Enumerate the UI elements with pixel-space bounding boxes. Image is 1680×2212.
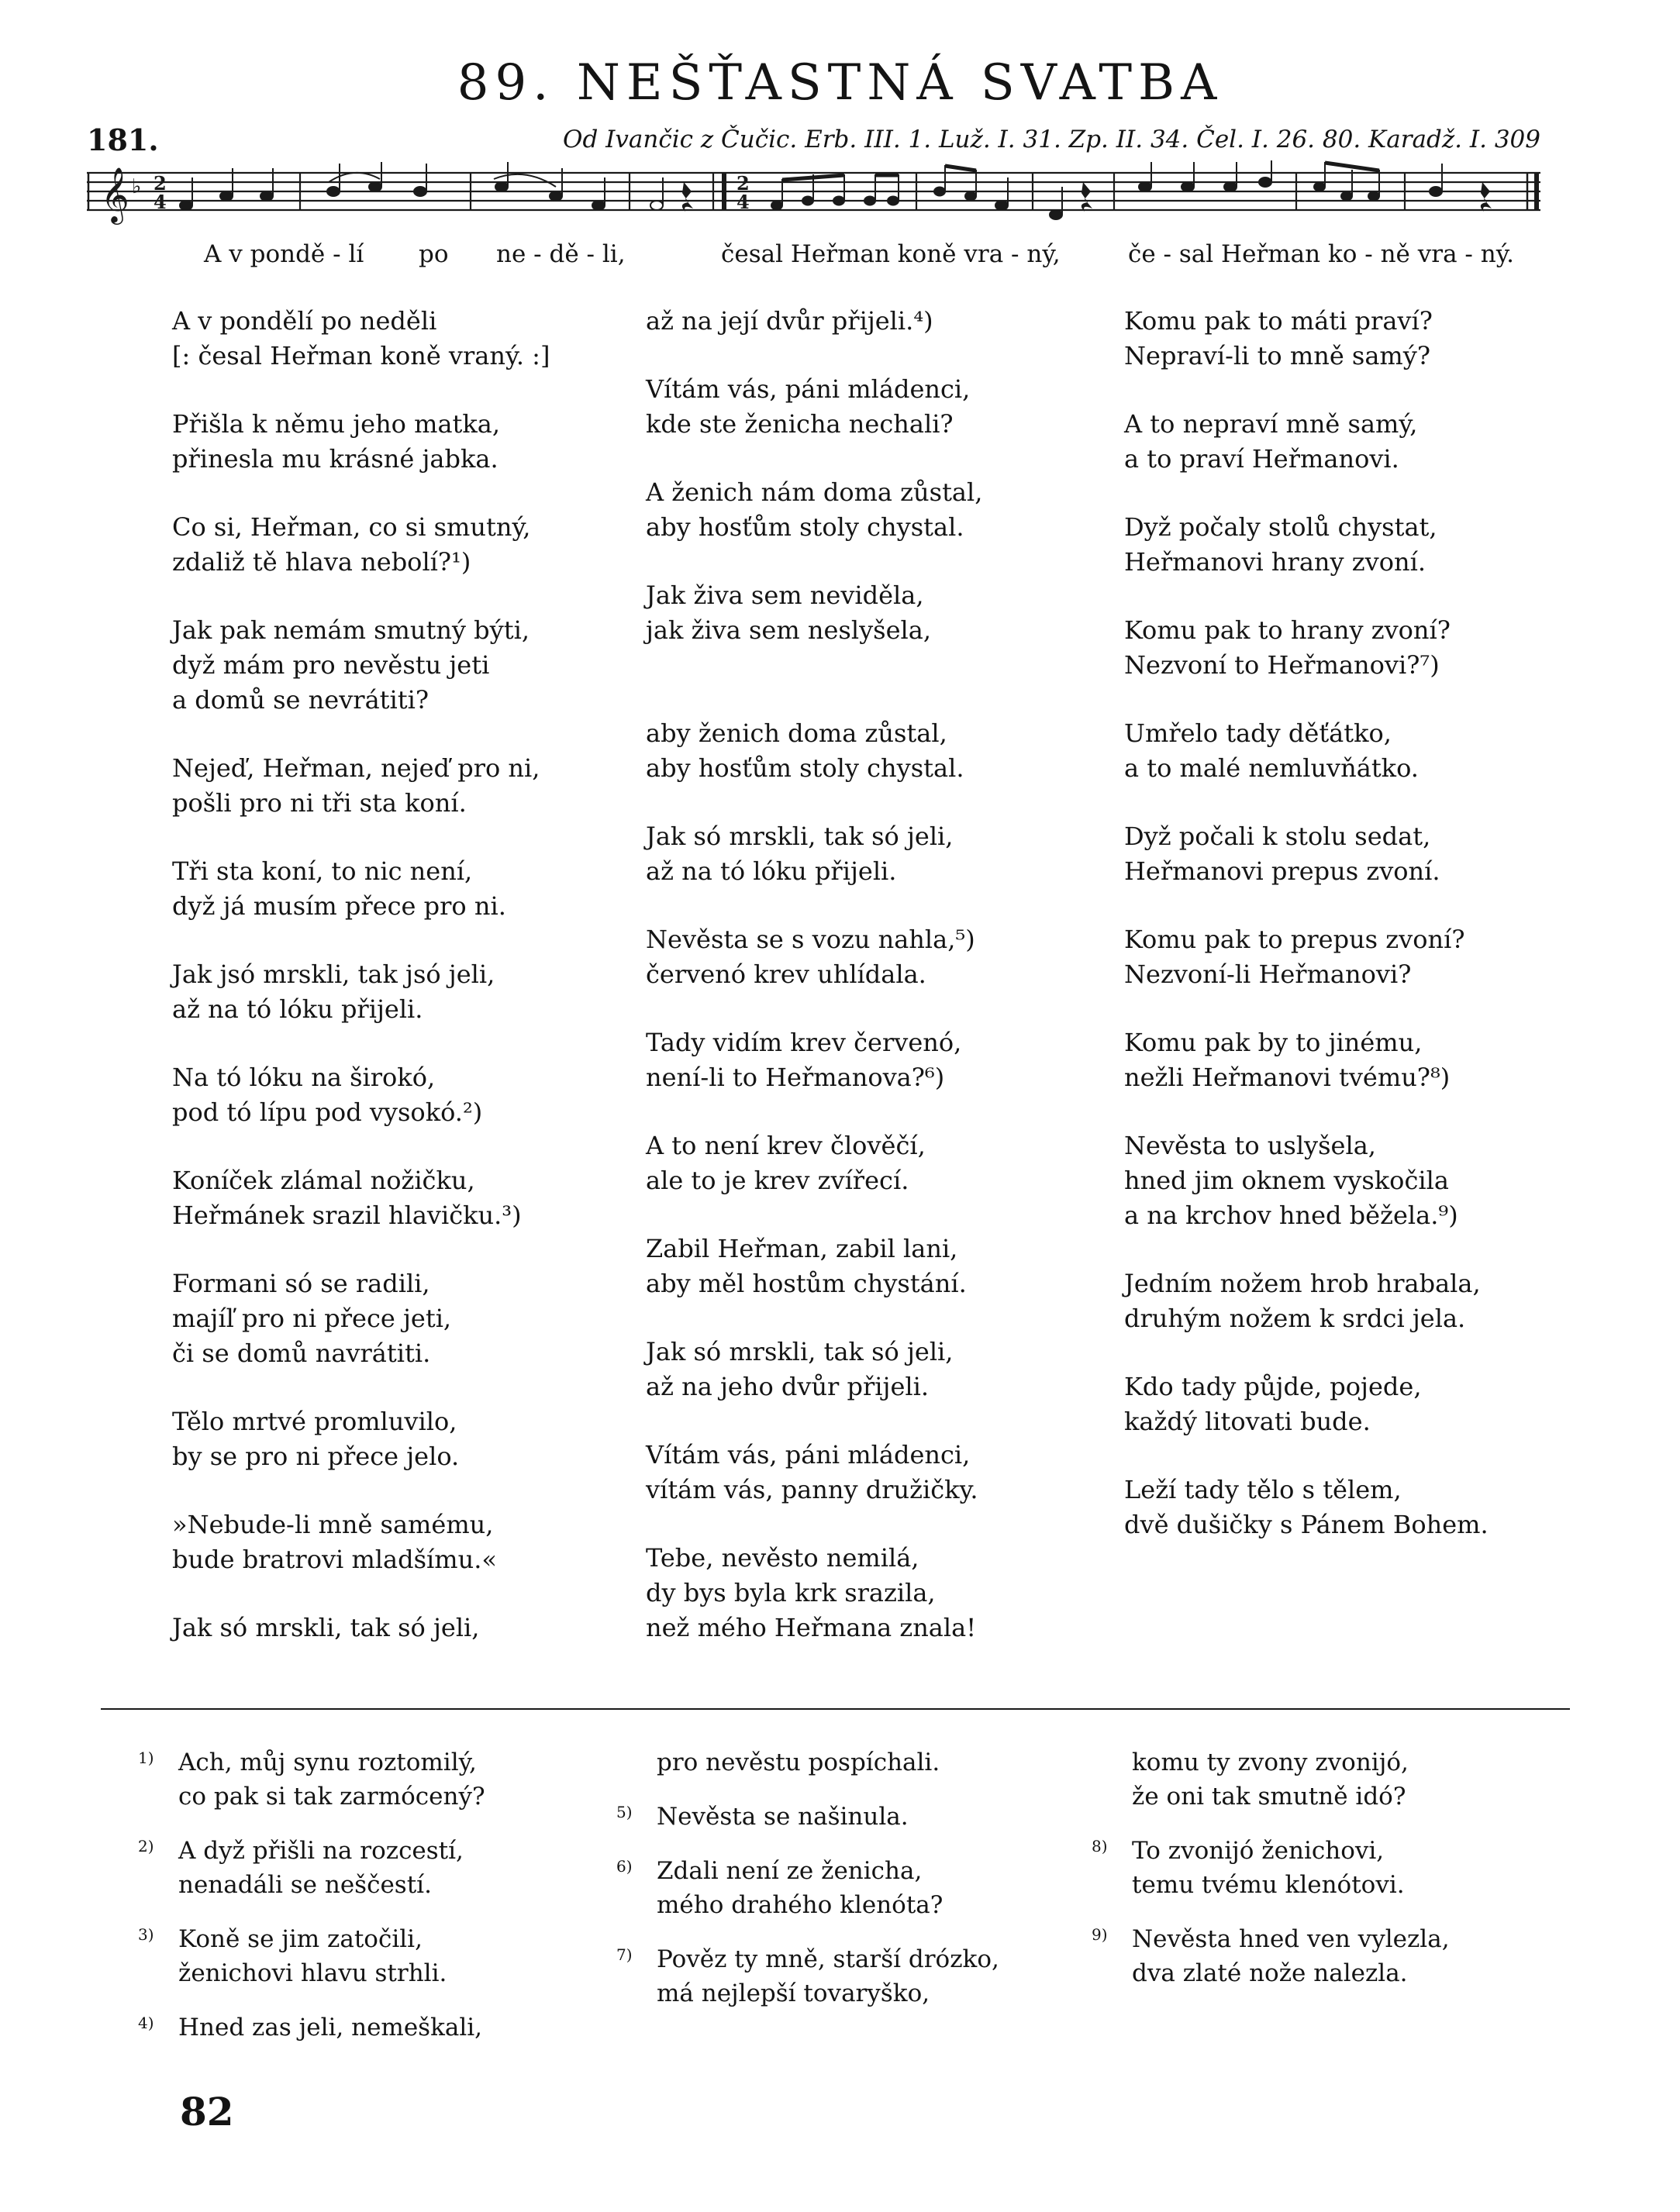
verse-line: přinesla mu krásné jabka. <box>172 444 498 474</box>
footnotes-column-3 <box>1092 1745 1450 2010</box>
verse-line: dyž mám pro nevěstu jeti <box>172 650 490 680</box>
stanza <box>1124 1266 1489 1336</box>
footnote-line: pro nevěstu pospíchali. <box>657 1749 940 1776</box>
verse-line: Jak só mrskli, tak só jeli, <box>646 1337 954 1366</box>
flat-icon: ♭ <box>132 175 142 198</box>
footnotes-column-2 <box>616 1745 999 2031</box>
stanza <box>1124 1128 1489 1233</box>
stanza <box>646 922 982 992</box>
verse-line: Leží tady tělo s tělem, <box>1124 1475 1402 1504</box>
footnote <box>1092 1834 1450 1902</box>
beams <box>782 163 1379 180</box>
verse-line: Komu pak by to jinému, <box>1124 1028 1423 1057</box>
verse-line: nežli Heřmanovi tvému?⁸) <box>1124 1063 1451 1092</box>
verse-line: Nevěsta se s vozu nahla,⁵) <box>646 925 975 954</box>
verse-line: majíľ pro ni přece jeti, <box>172 1304 452 1333</box>
footnote-line: Ach, můj synu roztomilý, <box>178 1749 477 1776</box>
verse-line: až na tó lóku přijeli. <box>172 994 423 1024</box>
stanza <box>1124 613 1489 683</box>
time-signature-numerator: 2 <box>154 172 167 195</box>
footnote-number: 6) <box>616 1857 633 1876</box>
verse-line: kde ste ženicha nechali? <box>646 409 954 439</box>
stanza <box>172 957 550 1027</box>
stanza <box>1124 922 1489 992</box>
verse-line: Heřmánek srazil hlavičku.³) <box>172 1201 522 1230</box>
verse-line: Nepraví-li to mně samý? <box>1124 341 1430 370</box>
verse-line: bude bratrovi mladšímu.« <box>172 1545 497 1574</box>
verse-line: A to není krev člověčí, <box>646 1131 926 1160</box>
footnote-line: ženichovi hlavu strhli. <box>178 1959 447 1987</box>
verse-line: dyž já musím přece pro ni. <box>172 891 506 921</box>
footnote <box>138 2010 485 2045</box>
footnote-line: To zvonijó ženichovi, <box>1132 1837 1385 1865</box>
footnote-number: 7) <box>616 1945 633 1964</box>
footnote-number: 2) <box>138 1837 154 1855</box>
verse-line: Jak só mrskli, tak só jeli, <box>646 822 954 851</box>
footnote-line: nenadáli se neščestí. <box>178 1871 432 1899</box>
verse-line: Dyž počali k stolu sedat, <box>1124 822 1431 851</box>
footnote-line: komu ty zvony zvonijó, <box>1132 1749 1409 1776</box>
verse-line: Tři sta koní, to nic není, <box>172 856 473 886</box>
verse-line: A to nepraví mně samý, <box>1124 409 1418 439</box>
stanza <box>646 1541 982 1645</box>
verse-line: a na krchov hned běžela.⁹) <box>1124 1201 1458 1230</box>
stanza <box>172 1163 550 1233</box>
footnote-number: 4) <box>138 2014 154 2032</box>
verse-line: Co si, Heřman, co si smutný, <box>172 512 531 542</box>
verse-line: Zabil Heřman, zabil lani, <box>646 1234 958 1263</box>
stanza <box>172 613 550 718</box>
footnote-line: že oni tak smutně idó? <box>1132 1783 1406 1811</box>
footnotes-column-1 <box>138 1745 485 2065</box>
footnote-line: má nejlepší tovaryško, <box>657 1979 930 2007</box>
music-staff <box>87 159 1540 229</box>
lyrics-column-1 <box>172 304 550 1679</box>
stanza <box>172 407 550 477</box>
stanza <box>646 1128 982 1198</box>
verse-line: Tebe, nevěsto nemilá, <box>646 1543 919 1573</box>
verse-line: Komu pak to prepus zvoní? <box>1124 925 1465 954</box>
footnote <box>616 1854 999 1922</box>
stanza <box>172 1404 550 1474</box>
verse-line: Jak jsó mrskli, tak jsó jeli, <box>172 960 495 989</box>
verse-line: či se domů navrátiti. <box>172 1339 431 1368</box>
footnote-line: Nevěsta hned ven vylezla, <box>1132 1925 1450 1953</box>
verse-line: Tady vidím krev červenó, <box>646 1028 962 1057</box>
verse-line: červenó krev uhlídala. <box>646 960 926 989</box>
footnote-number: 9) <box>1092 1925 1108 1944</box>
stanza <box>172 1266 550 1371</box>
verse-line: Na tó lóku na širokó, <box>172 1063 436 1092</box>
stanza <box>1124 1025 1489 1095</box>
lyrics-column-3 <box>1124 304 1489 1576</box>
stanza <box>172 751 550 821</box>
verse-line: A v pondělí po neděli <box>172 306 437 336</box>
stanza <box>1124 716 1489 786</box>
verse-line: Komu pak to máti praví? <box>1124 306 1433 336</box>
footnote-number: 5) <box>616 1803 633 1821</box>
time-signature-numerator-2: 2 <box>737 172 750 195</box>
stanza <box>646 716 982 786</box>
verse-line: Nevěsta to uslyšela, <box>1124 1131 1376 1160</box>
verse-line: až na její dvůr přijeli.⁴) <box>646 306 933 336</box>
verse-line: hned jim oknem vyskočila <box>1124 1166 1449 1195</box>
verse-line: ale to je krev zvířecí. <box>646 1166 909 1195</box>
verse-line: Umřelo tady děťátko, <box>1124 718 1392 748</box>
footnote <box>616 1942 999 2010</box>
verse-line: není-li to Heřmanova?⁶) <box>646 1063 945 1092</box>
verse-line: druhým nožem k srdci jela. <box>1124 1304 1466 1333</box>
verse-line: vítám vás, panny družičky. <box>646 1475 978 1504</box>
verse-line: Nezvoní-li Heřmanovi? <box>1124 960 1412 989</box>
verse-line: Heřmanovi hrany zvoní. <box>1124 547 1426 577</box>
footnote <box>1092 1922 1450 1990</box>
footnote-continuation <box>1092 1745 1450 1814</box>
stanza <box>646 475 982 545</box>
footnote <box>616 1800 999 1834</box>
verse-line: a domů se nevrátiti? <box>172 685 429 715</box>
verse-line: Formani só se radili, <box>172 1269 430 1298</box>
footnote <box>138 1922 485 1990</box>
verse-line: Přišla k němu jeho matka, <box>172 409 501 439</box>
verse-line: aby měl hostům chystání. <box>646 1269 967 1298</box>
verse-line: pod tó lípu pod vysokó.²) <box>172 1097 483 1127</box>
stanza <box>646 304 982 339</box>
verse-line: Komu pak to hrany zvoní? <box>1124 615 1451 645</box>
slurs <box>329 173 556 187</box>
verse-line: A ženich nám doma zůstal, <box>646 477 983 507</box>
verse-line: Jedním nožem hrob hrabala, <box>1124 1269 1481 1298</box>
verse-line: dvě dušičky s Pánem Bohem. <box>1124 1510 1489 1539</box>
footnote-line: co pak si tak zarmócený? <box>178 1783 485 1811</box>
underlay-syllable: če - sal Heřman ko - ně vra - ný. <box>1128 240 1514 268</box>
verse-line: Koníček zlámal nožičku, <box>172 1166 475 1195</box>
verse-line: než mého Heřmana znala! <box>646 1613 977 1642</box>
verse-line: aby hosťům stoly chystal. <box>646 753 964 783</box>
footnote <box>138 1834 485 1902</box>
underlay-syllable: A v pondě - lí <box>204 240 364 268</box>
verse-line: Jak só mrskli, tak só jeli, <box>172 1613 480 1642</box>
stanza <box>1124 510 1489 580</box>
verse-line: Tělo mrtvé promluvilo, <box>172 1407 457 1436</box>
verse-line: Nezvoní to Heřmanovi?⁷) <box>1124 650 1440 680</box>
stanza <box>172 1060 550 1130</box>
treble-clef-icon: 𝄞 <box>101 166 129 222</box>
page-title: 89. NEŠŤASTNÁ SVATBA <box>457 54 1223 112</box>
page-number: 82 <box>180 2089 234 2134</box>
verse-line: Vítám vás, páni mládenci, <box>646 1440 971 1469</box>
stanza <box>646 1438 982 1507</box>
footnote-line: temu tvému klenótovi. <box>1132 1871 1405 1899</box>
verse-line: [: česal Heřman koně vraný. :] <box>172 341 550 370</box>
verse-line: dy bys byla krk srazila, <box>646 1578 936 1607</box>
footnote-line: mého drahého klenóta? <box>657 1891 943 1919</box>
footnote-line: Nevěsta se našinula. <box>657 1803 909 1831</box>
footnote-number: 1) <box>138 1749 154 1767</box>
stanza <box>1124 1370 1489 1439</box>
lyrics-column-2 <box>646 304 982 1679</box>
verse-line: a to praví Heřmanovi. <box>1124 444 1399 474</box>
stanza <box>1124 304 1489 374</box>
footnote-line: Koně se jim zatočili, <box>178 1925 423 1953</box>
verse-line: Nejeď, Heřman, nejeď pro ni, <box>172 753 540 783</box>
time-signature-denominator: 4 <box>154 191 167 213</box>
stanza <box>172 854 550 924</box>
verse-line: Jak živa sem neviděla, <box>646 581 924 610</box>
stanza <box>172 1611 550 1645</box>
stanza <box>1124 1473 1489 1542</box>
footnote <box>138 1745 485 1814</box>
verse-line: »Nebude-li mně samému, <box>172 1510 494 1539</box>
underlay-syllable: česal Heřman koně vra - ný, <box>721 240 1061 268</box>
footnote-number: 8) <box>1092 1837 1108 1855</box>
verse-line: jak živa sem neslyšela, <box>646 615 931 645</box>
footnote-line: Zdali není ze ženicha, <box>657 1857 923 1885</box>
verse-line: Dyž počaly stolů chystat, <box>1124 512 1437 542</box>
footnote-continuation <box>616 1745 999 1780</box>
footnote-line: dva zlaté nože nalezla. <box>1132 1959 1408 1987</box>
footnote-line: Hned zas jeli, nemeškali, <box>178 2014 483 2041</box>
time-signature-denominator-2: 4 <box>737 191 750 213</box>
verse-line: až na jeho dvůr přijeli. <box>646 1372 930 1401</box>
verse-line: Vítám vás, páni mládenci, <box>646 374 971 404</box>
stanza <box>646 578 982 648</box>
stanza <box>646 1335 982 1404</box>
stanza <box>1124 819 1489 889</box>
verse-line: Kdo tady půjde, pojede, <box>1124 1372 1422 1401</box>
stanza <box>646 1232 982 1301</box>
verse-line: a to malé nemluvňátko. <box>1124 753 1419 783</box>
stanza <box>172 1507 550 1577</box>
footnote-line: A dyž přišli na rozcestí, <box>178 1837 464 1865</box>
verse-line: pošli pro ni tři sta koní. <box>172 788 467 818</box>
song-number: 181. <box>87 122 159 157</box>
underlay-syllable: po <box>419 240 449 268</box>
stanza <box>1124 407 1489 477</box>
stanza <box>172 304 550 374</box>
footnote-number: 3) <box>138 1925 154 1944</box>
footnote-line: Pověz ty mně, starší drózko, <box>657 1945 999 1973</box>
verse-line: každý litovati bude. <box>1124 1407 1371 1436</box>
footnote-divider <box>101 1708 1570 1710</box>
verse-line: aby ženich doma zůstal, <box>646 718 947 748</box>
verse-line: by se pro ni přece jelo. <box>172 1442 460 1471</box>
verse-line: Jak pak nemám smutný býti, <box>172 615 530 645</box>
verse-line: aby hosťům stoly chystal. <box>646 512 964 542</box>
stanza <box>646 819 982 889</box>
verse-line: Heřmanovi prepus zvoní. <box>1124 856 1440 886</box>
stanza <box>646 1025 982 1095</box>
verse-line: až na tó lóku přijeli. <box>646 856 897 886</box>
stanza <box>646 372 982 442</box>
source-reference: Od Ivančic z Čučic. Erb. III. 1. Luž. I. 31. Zp. II. 34. Čel. I. 26. 80. Karadž. I. 309 <box>563 126 1540 153</box>
underlay-syllable: ne - dě - li, <box>496 240 626 268</box>
stanza <box>172 510 550 580</box>
verse-line: zdaliž tě hlava nebolí?¹) <box>172 547 471 577</box>
